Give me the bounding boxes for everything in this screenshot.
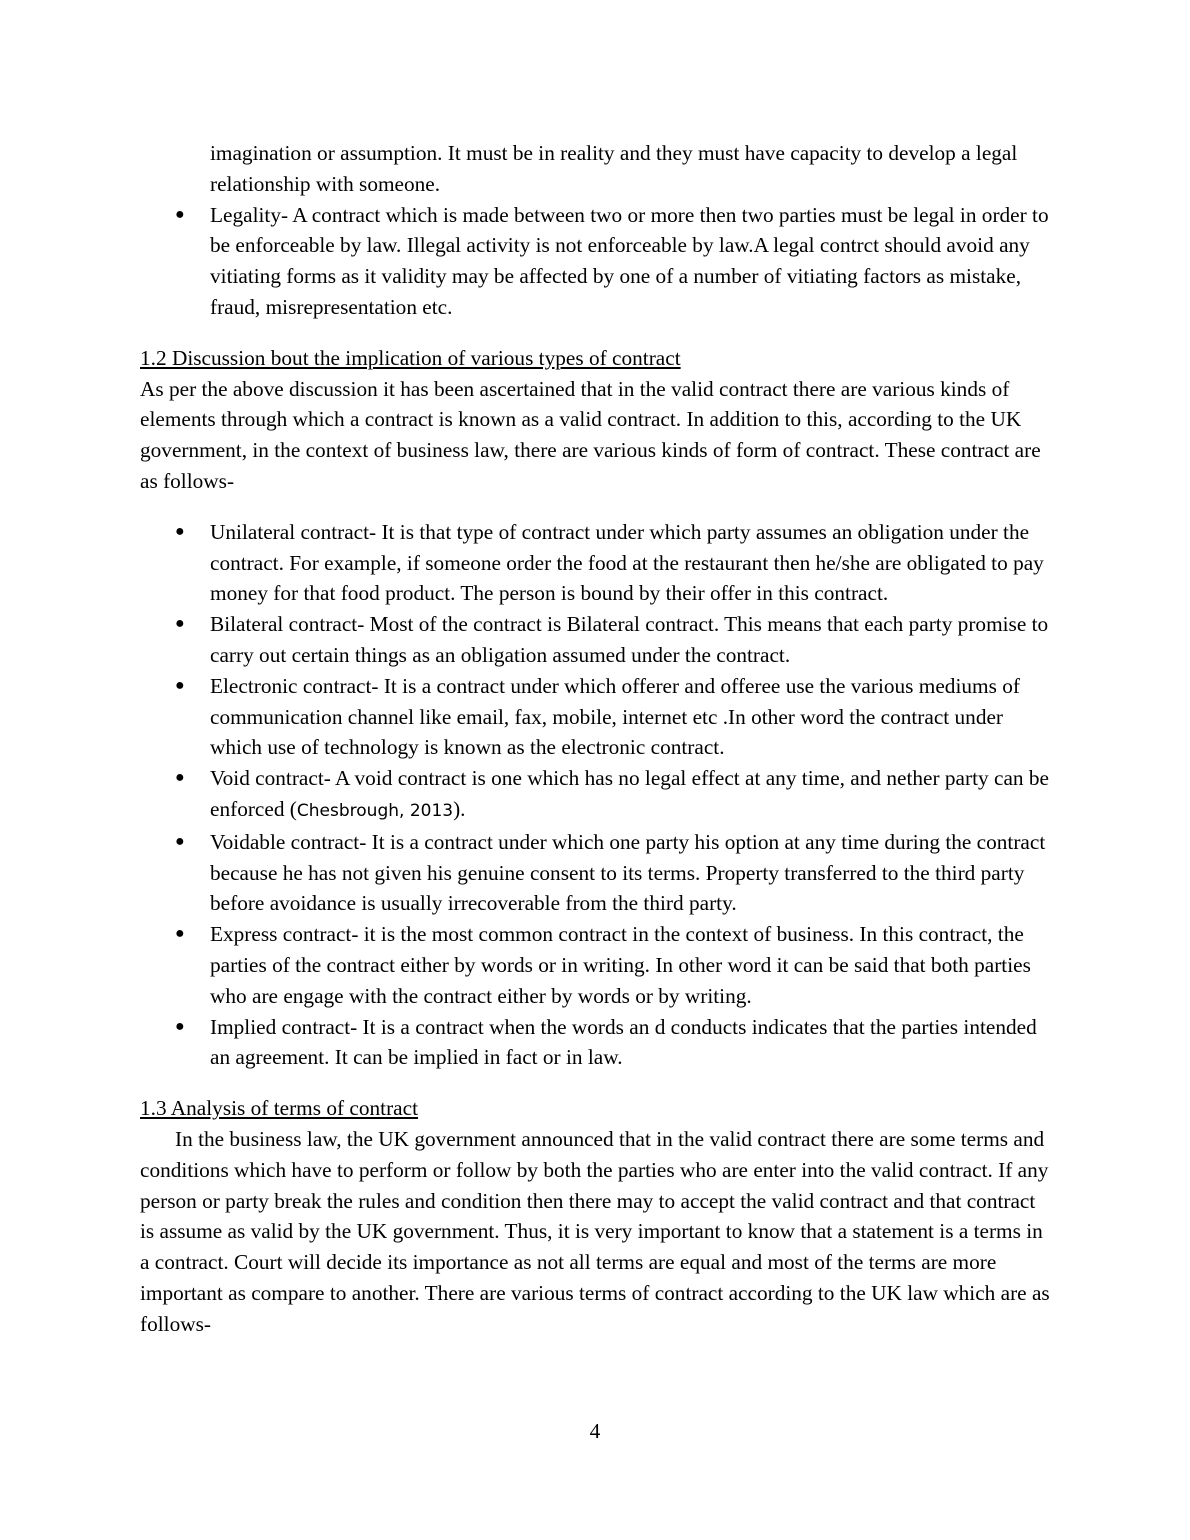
section-heading-1-3: 1.3 Analysis of terms of contract [140,1096,418,1121]
list-item-text: Voidable contract- It is a contract under which one party his option at any time during the contract because he has not given his genuine consent to its terms. Property transferred to the third party before avoidance is usually irrecoverable from the third party. [210,829,1046,916]
section-1-2-paragraph: As per the above discussion it has been ascertained that in the valid contract there are various kinds of elements through which a contract is known as a valid contract. In addition to this, according to the UK government, in the context of business law, there are various kinds of form of contract. These contract are as follows- [140,376,1041,493]
list-item [140,517,1052,609]
document-page [140,138,1052,1339]
list-item-text: Bilateral contract- Most of the contract is Bilateral contract. This means that each party promise to carry out certain things as an obligation assumed under the contract. [210,612,1049,667]
bullet-icon: ● [175,205,185,223]
bullet-icon: ● [175,615,185,633]
bullet-icon: ● [175,522,185,540]
list-item [140,671,1052,763]
citation-closing: ). [453,796,466,821]
list-item-text: Electronic contract- It is a contract under which offerer and offeree use the various mediums of communication channel like email, fax, mobile, internet etc .In other word the contract under which use of technology is known as the electronic contract. [210,673,1020,760]
list-item-text: Void contract- A void contract is one which has no legal effect at any time, and nether party can be enforced ( [210,766,1049,821]
list-item-text: Implied contract- It is a contract when the words an d conducts indicates that the parties intended an agreement. It can be implied in fact or in law. [210,1014,1037,1070]
list-item [140,200,1052,323]
list-item [140,763,1052,827]
list-item-text: Legality- A contract which is made between two or more then two parties must be legal in order to be enforceable by law. Illegal activity is not enforceable by law.A legal contrct should avoid any vitiating forms as it validity may be affected by one of a number of vitiating factors as mistake, fraud, misrepresentation etc. [210,202,1049,319]
bullet-icon: ● [175,832,185,850]
bullet-icon: ● [175,925,185,943]
continuation-text: imagination or assumption. It must be in reality and they must have capacity to develop a legal relationship with someone. [210,141,1018,196]
list-item-text: Express contract- it is the most common contract in the context of business. In this contract, the parties of the contract either by words or in writing. In other word it can be said that both parties who are engage with the contract either by words or by writing. [210,922,1031,1008]
bullet-icon: ● [175,676,185,694]
page-number: 4 [589,1419,601,1443]
list-item [140,827,1052,919]
bullet-icon: ● [175,769,185,787]
list-item [140,609,1052,671]
list-item [140,1012,1052,1074]
contract-types-list [140,517,1052,1073]
citation: Chesbrough, 2013 [296,800,454,821]
intro-bullet-list [140,200,1052,323]
list-item-text: Unilateral contract- It is that type of contract under which party assumes an obligation under the contract. For example, if someone order the food at the restaurant then he/she are obligated to pay money for that food product. The person is bound by their offer in this contract. [210,519,1044,606]
section-heading-1-2: 1.2 Discussion bout the implication of various types of contract [140,345,681,370]
bullet-icon: ● [175,1017,185,1035]
list-item [140,919,1052,1011]
section-1-3-paragraph: In the business law, the UK government announced that in the valid contract there are some terms and conditions which have to perform or follow by both the parties who are enter into the valid contract. If any person or party break the rules and condition then there may to accept the valid contract and that contract is assume as valid by the UK government. Thus, it is very important to know that a statement is a terms in a contract. Court will decide its importance as not all terms are equal and most of the terms are more important as compare to another. There are various terms of contract according to the UK law which are as follows- [140,1126,1050,1336]
